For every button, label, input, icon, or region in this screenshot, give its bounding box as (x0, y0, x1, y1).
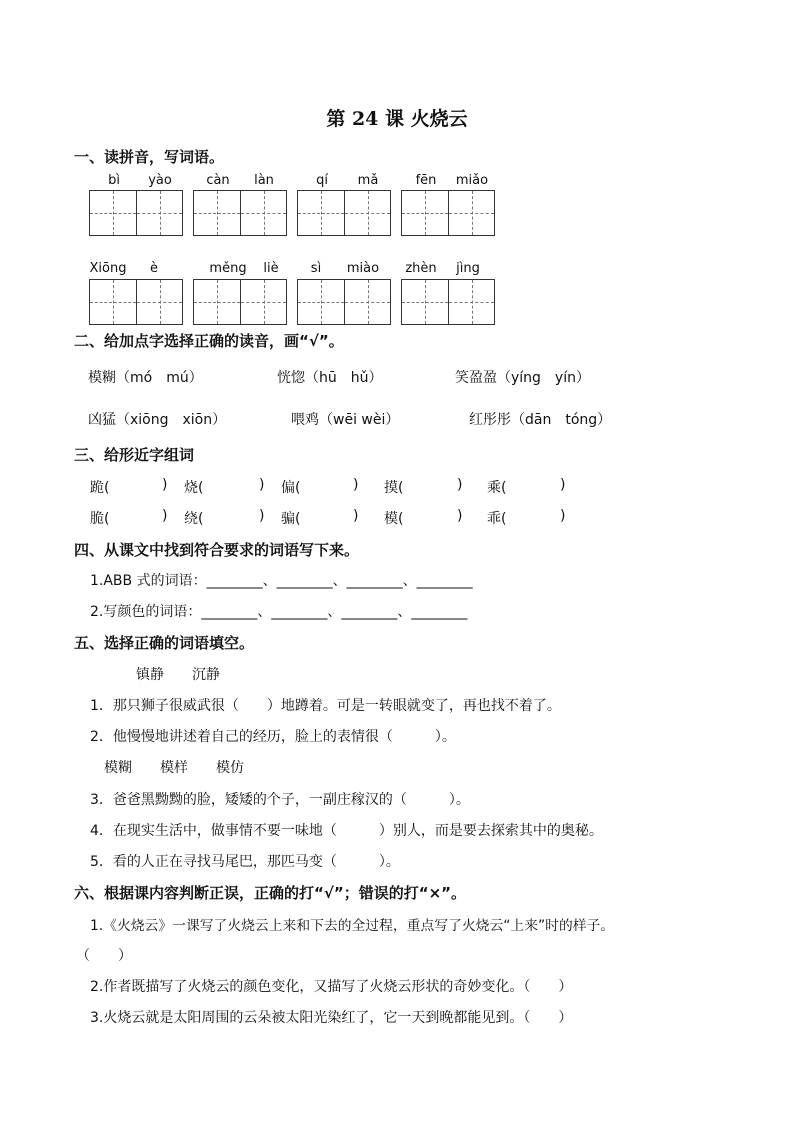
word-choices: 模糊 模样 模仿 (104, 760, 244, 776)
tianzige-box[interactable] (193, 279, 287, 325)
pinyin: è (150, 261, 158, 276)
char-word-item[interactable]: 乖( (487, 511, 507, 527)
char-word-item[interactable]: 脆( (90, 511, 110, 527)
section-1-heading: 一、读拼音，写词语。 (74, 148, 225, 166)
tianzige-box[interactable] (401, 279, 495, 325)
char-word-item[interactable]: 摸( (384, 480, 404, 496)
tianzige-box[interactable] (401, 190, 495, 236)
pinyin: sì (310, 261, 322, 276)
paren-close: ) (457, 477, 463, 493)
question-item[interactable]: 4．在现实生活中，做事情不要一味地（ ）别人，而是要去探索其中的奥秘。 (90, 823, 603, 839)
pinyin: liè (263, 261, 279, 276)
answer-paren[interactable]: （ ） (76, 948, 132, 964)
section-5-heading: 五、选择正确的词语填空。 (74, 634, 255, 652)
section-4-heading: 四、从课文中找到符合要求的词语写下来。 (74, 541, 360, 559)
question-item[interactable]: 5．看的人正在寻找马尾巴，那匹马变（ ）。 (90, 854, 400, 870)
char-word-item[interactable]: 跪( (90, 480, 110, 496)
pinyin: yào (148, 173, 172, 188)
section-2-heading: 二、给加点字选择正确的读音，画“√”。 (74, 332, 344, 350)
reading-item[interactable]: 笑盈盈（yíng yín） (455, 370, 590, 386)
fill-line-item[interactable]: 2.写颜色的词语：________、________、________、________ (90, 604, 468, 620)
question-item[interactable]: 1.《火烧云》一课写了火烧云上来和下去的全过程，重点写了火烧云“上来”时的样子。 (90, 918, 615, 934)
paren-close: ) (259, 508, 265, 524)
page-title: 第 24 课 火烧云 (326, 108, 468, 130)
char-word-item[interactable]: 乘( (487, 480, 507, 496)
pinyin: càn (206, 173, 230, 188)
pinyin: Xiōng (89, 261, 127, 276)
paren-close: ) (162, 508, 168, 524)
tianzige-box[interactable] (193, 190, 287, 236)
reading-item[interactable]: 恍惚（hū hǔ） (277, 370, 383, 386)
pinyin: miǎo (455, 173, 489, 188)
pinyin: jìng (456, 261, 480, 276)
tianzige-box[interactable] (89, 279, 183, 325)
question-item[interactable]: 2．他慢慢地讲述着自己的经历，脸上的表情很（ ）。 (90, 729, 456, 745)
reading-item[interactable]: 喂鸡（wēi wèi） (291, 412, 400, 428)
question-item[interactable]: 1．那只狮子很威武很（ ）地蹲着。可是一转眼就变了，再也找不着了。 (90, 698, 561, 714)
char-word-item[interactable]: 模( (384, 511, 404, 527)
pinyin: fēn (415, 173, 437, 188)
reading-item[interactable]: 模糊（mó mú） (88, 370, 203, 386)
section-6-heading: 六、根据课内容判断正误，正确的打“√”；错误的打“×”。 (74, 884, 467, 902)
paren-close: ) (560, 508, 566, 524)
char-word-item[interactable]: 骗( (281, 511, 301, 527)
word-choices: 镇静 沉静 (136, 667, 220, 683)
char-word-item[interactable]: 绕( (184, 511, 204, 527)
paren-close: ) (259, 477, 265, 493)
pinyin: miào (346, 261, 380, 276)
pinyin: měng (209, 261, 247, 276)
question-item[interactable]: 3．爸爸黑黝黝的脸，矮矮的个子，一副庄稼汉的（ ）。 (90, 792, 470, 808)
pinyin: làn (254, 173, 274, 188)
tianzige-box[interactable] (89, 190, 183, 236)
question-item[interactable]: 2.作者既描写了火烧云的颜色变化，又描写了火烧云形状的奇妙变化。（ ） (90, 979, 573, 995)
pinyin: qí (316, 173, 328, 188)
paren-close: ) (457, 508, 463, 524)
char-word-item[interactable]: 烧( (184, 480, 204, 496)
paren-close: ) (353, 477, 359, 493)
paren-close: ) (162, 477, 168, 493)
fill-line-item[interactable]: 1.ABB 式的词语：________、________、________、________ (90, 573, 473, 589)
question-item[interactable]: 3.火烧云就是太阳周围的云朵被太阳光染红了，它一天到晚都能见到。（ ） (90, 1010, 573, 1026)
section-3-heading: 三、给形近字组词 (74, 446, 195, 464)
pinyin: bì (108, 173, 120, 188)
tianzige-box[interactable] (297, 279, 391, 325)
reading-item[interactable]: 红彤彤（dān tóng） (469, 412, 612, 428)
reading-item[interactable]: 凶猛（xiōng xiōn） (88, 412, 227, 428)
paren-close: ) (560, 477, 566, 493)
pinyin: mǎ (357, 173, 379, 188)
paren-close: ) (353, 508, 359, 524)
tianzige-box[interactable] (297, 190, 391, 236)
pinyin: zhèn (405, 261, 437, 276)
char-word-item[interactable]: 偏( (281, 480, 301, 496)
